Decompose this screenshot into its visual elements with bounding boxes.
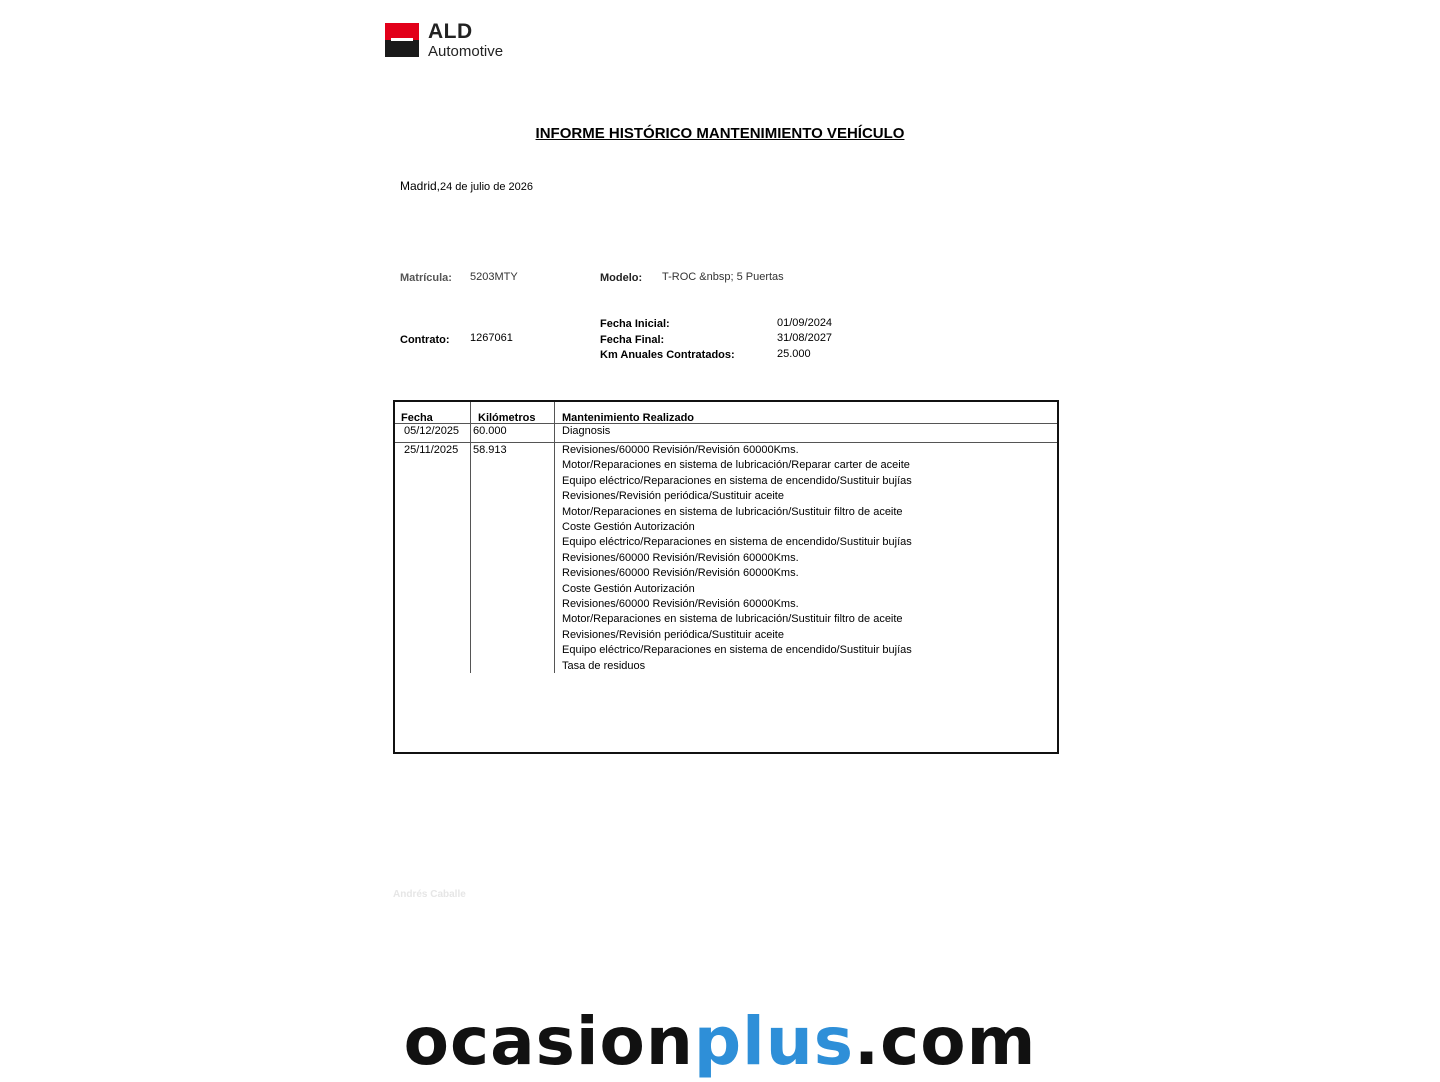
fecha-final-value: 31/08/2027 <box>777 332 833 344</box>
list-item: Equipo eléctrico/Reparaciones en sistema de encendido/Sustituir bujías <box>562 536 912 549</box>
list-item: Revisiones/60000 Revisión/Revisión 60000Kms. <box>562 598 799 611</box>
ald-logo-mark <box>385 23 419 57</box>
list-item: Revisiones/60000 Revisión/Revisión 60000Kms. <box>562 444 799 456</box>
modelo-value: T-ROC &nbsp; 5 Puertas <box>662 271 784 283</box>
matricula-label: Matrícula: <box>400 272 452 284</box>
report-place-date <box>400 179 533 193</box>
list-item: Tasa de residuos <box>562 659 646 672</box>
faint-signature: Andrés Caballe <box>393 889 466 900</box>
list-item: Motor/Reparaciones en sistema de lubricación/Sustituir filtro de aceite <box>562 613 903 626</box>
fecha-final-label: Fecha Final: <box>600 334 665 346</box>
header-mantenimiento: Mantenimiento Realizado <box>562 412 695 424</box>
fecha-inicial-value: 01/09/2024 <box>777 317 833 329</box>
list-item: Coste Gestión Autorización <box>562 521 695 534</box>
modelo-label: Modelo: <box>600 272 643 284</box>
logo-text-ald: ALD <box>428 20 473 43</box>
header-fecha: Fecha <box>401 412 433 424</box>
row-2-fecha: 25/11/2025 <box>404 444 459 456</box>
contrato-label: Contrato: <box>400 334 450 346</box>
km-anuales-value: 25.000 <box>777 348 811 360</box>
row-1-fecha: 05/12/2025 <box>404 425 460 437</box>
fecha-inicial-label: Fecha Inicial: <box>600 318 670 330</box>
list-item: Revisiones/60000 Revisión/Revisión 60000Kms. <box>562 567 799 580</box>
report-title: INFORME HISTÓRICO MANTENIMIENTO VEHÍCULO <box>535 125 905 142</box>
list-item: Revisiones/Revisión periódica/Sustituir aceite <box>562 628 784 641</box>
row-1-km: 60.000 <box>473 425 507 437</box>
logo-black-square <box>385 40 419 57</box>
maintenance-table <box>393 400 1059 754</box>
list-item: Motor/Reparaciones en sistema de lubricación/Reparar carter de aceite <box>562 459 910 472</box>
list-item: Equipo eléctrico/Reparaciones en sistema de encendido/Sustituir bujías <box>562 474 912 487</box>
row-2-items <box>562 443 912 674</box>
contrato-value: 1267061 <box>470 332 513 344</box>
km-anuales-label: Km Anuales Contratados: <box>600 349 735 361</box>
report-date: 24 de julio de 2026 <box>440 181 533 193</box>
report-city: Madrid, <box>400 179 441 193</box>
row-2-km: 58.913 <box>473 444 507 456</box>
matricula-value: 5203MTY <box>470 271 518 283</box>
list-item: Revisiones/Revisión periódica/Sustituir aceite <box>562 490 784 503</box>
brand-part-ocasion: ocasion <box>403 1003 694 1080</box>
list-item: Revisiones/60000 Revisión/Revisión 60000Kms. <box>562 551 799 564</box>
header-kilometros: Kilómetros <box>478 412 536 424</box>
list-item: Motor/Reparaciones en sistema de lubricación/Sustituir filtro de aceite <box>562 505 903 518</box>
brand-part-com: .com <box>854 1003 1037 1080</box>
logo-text-automotive: Automotive <box>428 43 504 60</box>
list-item: Coste Gestión Autorización <box>562 582 695 595</box>
logo-white-bar <box>391 38 413 41</box>
brand-part-plus: plus <box>693 1003 855 1080</box>
row-1-item-1: Diagnosis <box>562 425 611 437</box>
list-item: Equipo eléctrico/Reparaciones en sistema de encendido/Sustituir bujías <box>562 644 912 657</box>
ocasionplus-brand <box>0 1002 1440 1082</box>
